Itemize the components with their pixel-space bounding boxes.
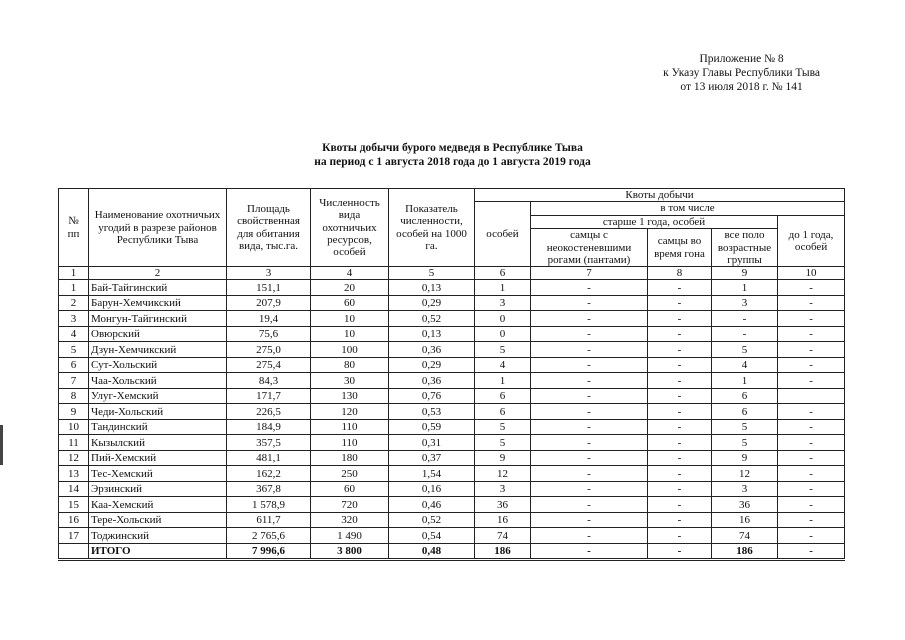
- title-line-2: на период с 1 августа 2018 года до 1 августа 2019 года: [314, 156, 591, 168]
- cell-district-name: Дзун-Хемчикский: [89, 342, 227, 358]
- cell-quota-individuals: 5: [475, 419, 531, 435]
- table-row: [59, 497, 845, 513]
- table-row: [59, 528, 845, 544]
- cell-all-ages: -: [712, 311, 778, 327]
- cell-density: 0,36: [389, 342, 475, 358]
- cell-row-number: 4: [59, 326, 89, 342]
- cell-under-one: -: [778, 450, 845, 466]
- cell-all-ages: 1: [712, 373, 778, 389]
- cell-density: 0,53: [389, 404, 475, 420]
- cell-population: 250: [311, 466, 389, 482]
- cell-density: 0,52: [389, 311, 475, 327]
- cell-density: 0,29: [389, 295, 475, 311]
- cell-males-antlers: -: [531, 497, 648, 513]
- total-area: 7 996,6: [227, 543, 311, 560]
- cell-males-rut: -: [648, 280, 712, 296]
- cell-males-rut: -: [648, 404, 712, 420]
- cell-all-ages: 36: [712, 497, 778, 513]
- cell-quota-individuals: 9: [475, 450, 531, 466]
- table-row: [59, 326, 845, 342]
- cell-males-antlers: -: [531, 373, 648, 389]
- total-district-name: ИТОГО: [89, 543, 227, 560]
- cell-quota-individuals: 74: [475, 528, 531, 544]
- cell-district-name: Тес-Хемский: [89, 466, 227, 482]
- cell-density: 0,13: [389, 326, 475, 342]
- cell-population: 10: [311, 311, 389, 327]
- table-row: [59, 280, 845, 296]
- cell-density: 0,54: [389, 528, 475, 544]
- cell-district-name: Чаа-Хольский: [89, 373, 227, 389]
- cell-row-number: 12: [59, 450, 89, 466]
- cell-row-number: 14: [59, 481, 89, 497]
- appendix-date: от 13 июля 2018 г. № 141: [680, 81, 803, 93]
- cell-quota-individuals: 0: [475, 311, 531, 327]
- cell-all-ages: -: [712, 326, 778, 342]
- col-number: 2: [89, 267, 227, 280]
- cell-density: 0,31: [389, 435, 475, 451]
- cell-population: 320: [311, 512, 389, 528]
- cell-quota-individuals: 3: [475, 295, 531, 311]
- cell-area: 207,9: [227, 295, 311, 311]
- header-males-antlers: самцы с неокостеневшими рогами (пантами): [531, 229, 648, 267]
- cell-males-antlers: -: [531, 388, 648, 404]
- cell-males-antlers: -: [531, 450, 648, 466]
- cell-area: 481,1: [227, 450, 311, 466]
- cell-row-number: 15: [59, 497, 89, 513]
- appendix-reference: [663, 52, 820, 94]
- header-including: в том числе: [531, 202, 845, 215]
- appendix-number: Приложение № 8: [699, 53, 784, 65]
- cell-under-one: -: [778, 404, 845, 420]
- header-males-rut: самцы во время гона: [648, 229, 712, 267]
- cell-under-one: -: [778, 512, 845, 528]
- cell-males-rut: -: [648, 419, 712, 435]
- cell-under-one: -: [778, 435, 845, 451]
- cell-row-number: 8: [59, 388, 89, 404]
- cell-district-name: Тоджинский: [89, 528, 227, 544]
- cell-district-name: Пий-Хемский: [89, 450, 227, 466]
- cell-under-one: -: [778, 342, 845, 358]
- table-row: [59, 435, 845, 451]
- total-under-one: -: [778, 543, 845, 560]
- col-number: 9: [712, 267, 778, 280]
- table-row: [59, 357, 845, 373]
- table-row: [59, 481, 845, 497]
- cell-males-antlers: -: [531, 466, 648, 482]
- header-individuals: особей: [475, 202, 531, 267]
- cell-district-name: Барун-Хемчикский: [89, 295, 227, 311]
- header-num: № пп: [59, 189, 89, 267]
- table-row: [59, 311, 845, 327]
- col-number: 3: [227, 267, 311, 280]
- cell-under-one: -: [778, 357, 845, 373]
- cell-district-name: Монгун-Тайгинский: [89, 311, 227, 327]
- cell-males-antlers: -: [531, 326, 648, 342]
- cell-district-name: Тандинский: [89, 419, 227, 435]
- cell-row-number: 7: [59, 373, 89, 389]
- table-row: [59, 342, 845, 358]
- cell-males-rut: -: [648, 311, 712, 327]
- cell-row-number: 13: [59, 466, 89, 482]
- cell-all-ages: 6: [712, 388, 778, 404]
- cell-area: 151,1: [227, 280, 311, 296]
- header-older: старше 1 года, особей: [531, 215, 778, 228]
- col-number: 7: [531, 267, 648, 280]
- cell-population: 110: [311, 435, 389, 451]
- cell-density: 0,13: [389, 280, 475, 296]
- cell-area: 171,7: [227, 388, 311, 404]
- cell-males-rut: -: [648, 497, 712, 513]
- cell-district-name: Улуг-Хемский: [89, 388, 227, 404]
- cell-males-antlers: -: [531, 311, 648, 327]
- cell-population: 110: [311, 419, 389, 435]
- cell-population: 180: [311, 450, 389, 466]
- cell-population: 30: [311, 373, 389, 389]
- col-number: 1: [59, 267, 89, 280]
- quota-table: [58, 188, 845, 561]
- cell-population: 720: [311, 497, 389, 513]
- cell-males-rut: -: [648, 295, 712, 311]
- cell-under-one: -: [778, 419, 845, 435]
- cell-males-antlers: -: [531, 512, 648, 528]
- cell-row-number: 11: [59, 435, 89, 451]
- cell-area: 84,3: [227, 373, 311, 389]
- cell-population: 100: [311, 342, 389, 358]
- cell-population: 60: [311, 481, 389, 497]
- cell-males-antlers: -: [531, 481, 648, 497]
- cell-males-antlers: -: [531, 528, 648, 544]
- cell-area: 75,6: [227, 326, 311, 342]
- cell-density: 0,37: [389, 450, 475, 466]
- cell-under-one: -: [778, 295, 845, 311]
- cell-males-antlers: -: [531, 280, 648, 296]
- cell-population: 1 490: [311, 528, 389, 544]
- cell-district-name: Тере-Хольский: [89, 512, 227, 528]
- cell-population: 60: [311, 295, 389, 311]
- cell-males-rut: -: [648, 388, 712, 404]
- cell-all-ages: 6: [712, 404, 778, 420]
- cell-males-rut: -: [648, 373, 712, 389]
- cell-district-name: Овюрский: [89, 326, 227, 342]
- cell-district-name: Чеди-Хольский: [89, 404, 227, 420]
- cell-row-number: 16: [59, 512, 89, 528]
- header-all-ages: все поло возрастные группы: [712, 229, 778, 267]
- cell-under-one: [778, 388, 845, 404]
- cell-males-rut: -: [648, 326, 712, 342]
- cell-area: 1 578,9: [227, 497, 311, 513]
- cell-district-name: Кызылский: [89, 435, 227, 451]
- cell-all-ages: 3: [712, 295, 778, 311]
- cell-males-antlers: -: [531, 419, 648, 435]
- cell-males-rut: -: [648, 357, 712, 373]
- cell-row-number: 3: [59, 311, 89, 327]
- cell-density: 0,16: [389, 481, 475, 497]
- total-row: [59, 543, 845, 560]
- header-area: Площадь свойственная для обитания вида, тыс.га.: [227, 189, 311, 267]
- cell-males-antlers: -: [531, 357, 648, 373]
- table-row: [59, 466, 845, 482]
- total-population: 3 800: [311, 543, 389, 560]
- cell-density: 0,76: [389, 388, 475, 404]
- cell-density: 0,36: [389, 373, 475, 389]
- cell-population: 10: [311, 326, 389, 342]
- cell-males-antlers: -: [531, 342, 648, 358]
- cell-quota-individuals: 5: [475, 435, 531, 451]
- cell-district-name: Эрзинский: [89, 481, 227, 497]
- total-males-rut: -: [648, 543, 712, 560]
- cell-area: 226,5: [227, 404, 311, 420]
- total-density: 0,48: [389, 543, 475, 560]
- table-row: [59, 295, 845, 311]
- cell-all-ages: 16: [712, 512, 778, 528]
- cell-quota-individuals: 16: [475, 512, 531, 528]
- quota-table-body: [59, 280, 845, 560]
- cell-males-rut: -: [648, 528, 712, 544]
- cell-quota-individuals: 36: [475, 497, 531, 513]
- total-males-antlers: -: [531, 543, 648, 560]
- cell-quota-individuals: 12: [475, 466, 531, 482]
- header-under-one: до 1 года, особей: [778, 215, 845, 267]
- cell-males-rut: -: [648, 342, 712, 358]
- col-number: 10: [778, 267, 845, 280]
- cell-area: 162,2: [227, 466, 311, 482]
- cell-quota-individuals: 5: [475, 342, 531, 358]
- cell-row-number: 1: [59, 280, 89, 296]
- cell-area: 367,8: [227, 481, 311, 497]
- cell-population: 120: [311, 404, 389, 420]
- header-quota: Квоты добычи: [475, 189, 845, 202]
- cell-density: 0,29: [389, 357, 475, 373]
- cell-males-rut: -: [648, 450, 712, 466]
- table-row: [59, 512, 845, 528]
- cell-density: 0,52: [389, 512, 475, 528]
- cell-males-antlers: -: [531, 404, 648, 420]
- cell-quota-individuals: 6: [475, 404, 531, 420]
- cell-under-one: -: [778, 280, 845, 296]
- cell-all-ages: 5: [712, 342, 778, 358]
- cell-males-rut: -: [648, 466, 712, 482]
- cell-quota-individuals: 1: [475, 280, 531, 296]
- table-row: [59, 388, 845, 404]
- cell-males-rut: -: [648, 512, 712, 528]
- cell-all-ages: 5: [712, 419, 778, 435]
- cell-all-ages: 1: [712, 280, 778, 296]
- header-population: Численность вида охотничьих ресурсов, особей: [311, 189, 389, 267]
- cell-under-one: -: [778, 466, 845, 482]
- total-row-number: [59, 543, 89, 560]
- cell-density: 0,59: [389, 419, 475, 435]
- cell-males-antlers: -: [531, 435, 648, 451]
- cell-all-ages: 4: [712, 357, 778, 373]
- cell-males-rut: -: [648, 435, 712, 451]
- cell-all-ages: 3: [712, 481, 778, 497]
- col-number: 4: [311, 267, 389, 280]
- cell-males-antlers: -: [531, 295, 648, 311]
- column-number-row: [59, 267, 845, 280]
- cell-under-one: -: [778, 497, 845, 513]
- cell-under-one: -: [778, 528, 845, 544]
- cell-row-number: 2: [59, 295, 89, 311]
- cell-population: 80: [311, 357, 389, 373]
- cell-area: 275,0: [227, 342, 311, 358]
- cell-all-ages: 12: [712, 466, 778, 482]
- cell-quota-individuals: 0: [475, 326, 531, 342]
- cell-all-ages: 74: [712, 528, 778, 544]
- col-number: 8: [648, 267, 712, 280]
- document-title: [0, 141, 905, 169]
- cell-quota-individuals: 4: [475, 357, 531, 373]
- cell-area: 275,4: [227, 357, 311, 373]
- cell-district-name: Каа-Хемский: [89, 497, 227, 513]
- cell-quota-individuals: 1: [475, 373, 531, 389]
- cell-under-one: -: [778, 481, 845, 497]
- cell-district-name: Бай-Тайгинский: [89, 280, 227, 296]
- cell-under-one: -: [778, 326, 845, 342]
- cell-density: 0,46: [389, 497, 475, 513]
- header-name: Наименование охотничьих угодий в разрезе районов Республики Тыва: [89, 189, 227, 267]
- cell-row-number: 9: [59, 404, 89, 420]
- col-number: 5: [389, 267, 475, 280]
- cell-area: 611,7: [227, 512, 311, 528]
- cell-population: 130: [311, 388, 389, 404]
- cell-density: 1,54: [389, 466, 475, 482]
- cell-row-number: 17: [59, 528, 89, 544]
- cell-row-number: 6: [59, 357, 89, 373]
- cell-quota-individuals: 6: [475, 388, 531, 404]
- cell-row-number: 5: [59, 342, 89, 358]
- cell-under-one: -: [778, 373, 845, 389]
- cell-all-ages: 9: [712, 450, 778, 466]
- table-row: [59, 419, 845, 435]
- scan-edge-mark: [0, 425, 3, 465]
- table-row: [59, 450, 845, 466]
- cell-under-one: -: [778, 311, 845, 327]
- cell-area: 184,9: [227, 419, 311, 435]
- cell-all-ages: 5: [712, 435, 778, 451]
- cell-population: 20: [311, 280, 389, 296]
- title-line-1: Квоты добычи бурого медведя в Республике Тыва: [322, 142, 583, 154]
- table-row: [59, 373, 845, 389]
- cell-males-rut: -: [648, 481, 712, 497]
- header-density: Показатель численности, особей на 1000 га.: [389, 189, 475, 267]
- cell-area: 2 765,6: [227, 528, 311, 544]
- appendix-decree: к Указу Главы Республики Тыва: [663, 67, 820, 79]
- total-quota-individuals: 186: [475, 543, 531, 560]
- col-number: 6: [475, 267, 531, 280]
- table-row: [59, 404, 845, 420]
- cell-district-name: Сут-Хольский: [89, 357, 227, 373]
- cell-row-number: 10: [59, 419, 89, 435]
- cell-area: 19,4: [227, 311, 311, 327]
- total-all-ages: 186: [712, 543, 778, 560]
- cell-area: 357,5: [227, 435, 311, 451]
- cell-quota-individuals: 3: [475, 481, 531, 497]
